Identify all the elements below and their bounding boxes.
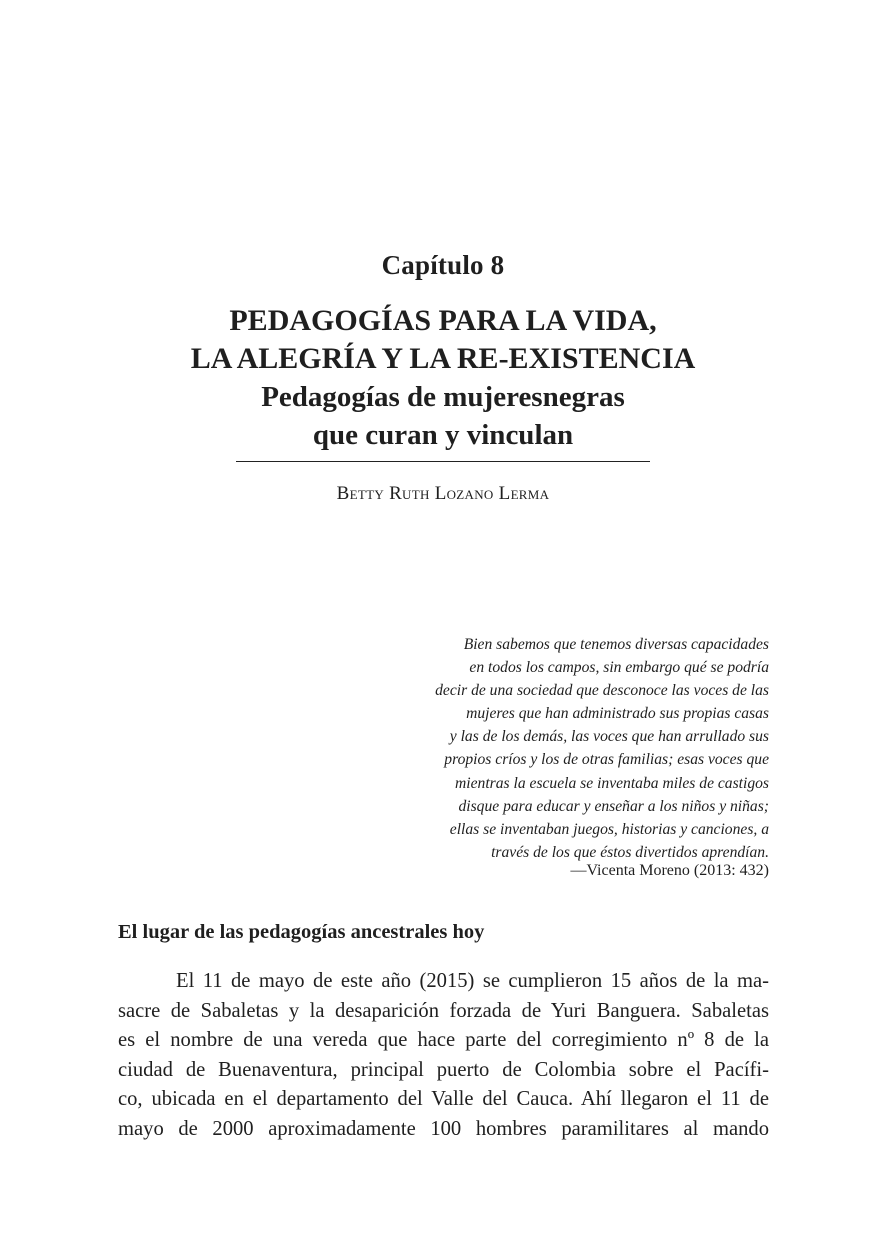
title-line: LA ALEGRÍA Y LA RE-EXISTENCIA (190, 342, 696, 375)
epigraph-line: mientras la escuela se inventaba miles de castigos (455, 774, 769, 792)
body-line: co, ubicada en el departamento del Valle del Cauca. Ahí llegaron el 11 de (118, 1088, 769, 1110)
epigraph-line: mujeres que han administrado sus propias casas (466, 705, 769, 723)
epigraph-attribution: —Vicenta Moreno (2013: 432) (570, 862, 769, 879)
chapter-label: Capítulo 8 (381, 250, 505, 280)
epigraph-line: ellas se inventaban juegos, historias y canciones, a (449, 820, 769, 838)
body-line: es el nombre de una vereda que hace parte del corregimiento nº 8 de la (118, 1029, 769, 1051)
body-line: mayo de 2000 aproximadamente 100 hombres paramilitares al mando (118, 1117, 769, 1140)
epigraph (400, 633, 769, 864)
body-paragraph (118, 967, 769, 1144)
body-line: ciudad de Buenaventura, principal puerto de Colombia sobre el Pacífi- (118, 1058, 769, 1081)
subtitle-line: que curan y vinculan (312, 419, 574, 451)
section-heading: El lugar de las pedagogías ancestrales hoy (118, 921, 485, 943)
chapter-title (0, 302, 886, 454)
epigraph-line: Bien sabemos que tenemos diversas capacidades (463, 636, 769, 653)
author-name: Betty Ruth Lozano Lerma (336, 483, 550, 504)
title-divider (236, 461, 650, 462)
epigraph-line: través de los que éstos divertidos aprendían. (491, 843, 769, 861)
epigraph-line: y las de los demás, las voces que han arrullado sus (449, 728, 769, 746)
epigraph-line: propios críos y los de otras familias; esas voces que (444, 751, 769, 769)
body-line: El 11 de mayo de este año (2015) se cumplieron 15 años de la ma- (176, 970, 769, 992)
title-line: PEDAGOGÍAS PARA LA VIDA, (229, 304, 657, 337)
body-line: sacre de Sabaletas y la desaparición forzada de Yuri Banguera. Sabaletas (118, 999, 769, 1022)
epigraph-line: decir de una sociedad que desconoce las voces de las (435, 682, 769, 700)
epigraph-line: disque para educar y enseñar a los niños y niñas; (458, 797, 769, 815)
epigraph-line: en todos los campos, sin embargo qué se podría (469, 659, 769, 677)
subtitle-line: Pedagogías de mujeresnegras (261, 381, 625, 413)
